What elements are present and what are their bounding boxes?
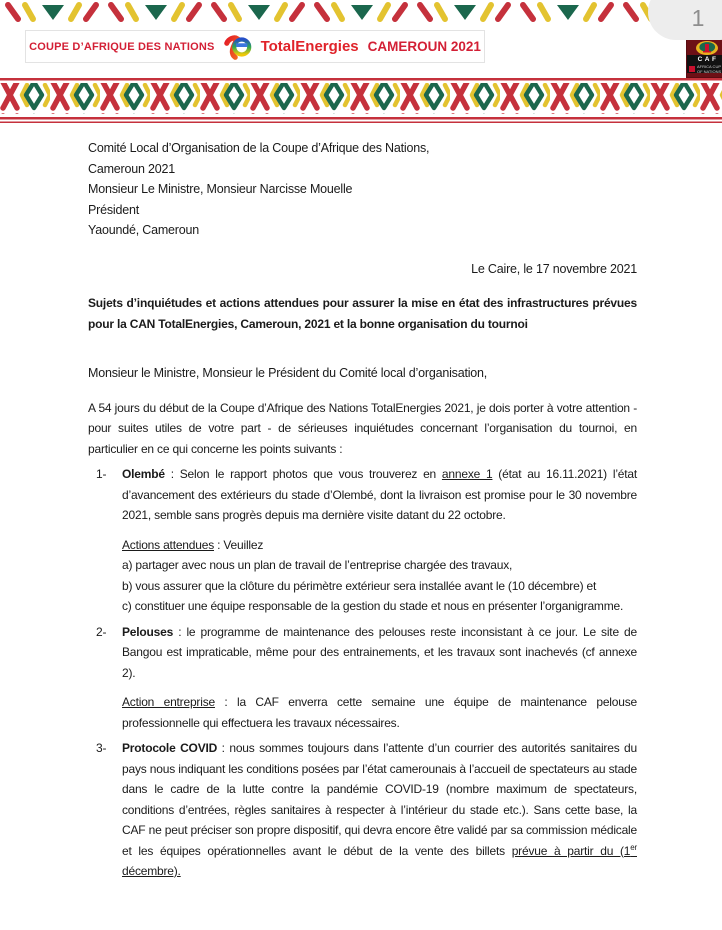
actions-block: Action entreprise : la CAF enverra cette semaine une équipe de maintenance pelouse professionnelle qui effectuera les travaux nécessaires.: [122, 695, 637, 730]
item-title: Olembé: [122, 467, 165, 481]
item-title: Protocole COVID: [122, 741, 218, 755]
recipient-line: Comité Local d’Organisation de la Coupe d’Afrique des Nations,: [88, 141, 430, 155]
item-paragraph: Protocole COVID : nous sommes toujours dans l’attente d’un courrier des autorités sanitaires du pays nous indiquant les conditions posées par l’état camerounais à l’accueil de spectateurs au stade dans le cadre de la lutte contre la pandémie COVID-19 (nombre maximum de spectateurs, conditions d’entrées, règles sanitaires à respecter à l’intérieur du stade etc.). Sans cette base, la CAF ne peut préciser son propre dispositif, qui devra encore être validé par sa commission médicale et les équipes opérationnelles avant le début de la vente des billets prévue à partir du (1er décembre).: [122, 741, 638, 878]
salutation: Monsieur le Ministre, Monsieur le Président du Comité local d’organisation,: [88, 366, 488, 380]
intro-paragraph: A 54 jours du début de la Coupe d’Afrique des Nations TotalEnergies 2021, je dois porter à votre attention - pour suites utiles de votre part - de sérieuses inquiétudes concernant l’organisation du tournoi, en particulier en ce qui concerne les points suivants :: [88, 400, 637, 456]
actions-block: Actions attendues : Veuillez a) partager avec nous un plan de travail de l’entreprise chargée des travaux, b) vous assurer que la clôture du périmètre extérieur sera installée avant le (10 décembre) et c) constituer une équipe responsable de la gestion du stade et nous en présenter l’organigramme.: [122, 537, 624, 613]
annex-reference: annexe 1: [441, 467, 493, 481]
caf-logo-subtext: AFRICA CUP OF NATIONS: [687, 64, 722, 73]
caf-logo-text: CAF: [687, 55, 722, 64]
list-item-protocole-covid: [88, 738, 637, 882]
recipient-line: Monsieur Le Ministre, Monsieur Narcisse Mouelle: [88, 182, 353, 196]
action-label: Action entreprise: [122, 695, 215, 709]
recipient-line: Cameroun 2021: [88, 161, 176, 176]
subject-line: Sujets d’inquiétudes et actions attendues pour assurer la mise en état des infrastructures prévues pour la CAN TotalEnergies, Cameroun, 2021 et la bonne organisation du tournoi: [88, 296, 637, 331]
action-line-a: a) partager avec nous un plan de travail de l’entreprise chargée des travaux,: [122, 558, 513, 572]
totalenergies-logo-icon: [224, 34, 252, 60]
item-title: Pelouses: [122, 624, 174, 639]
sponsor-wordmark: TotalEnergies: [260, 38, 359, 55]
competition-name: COUPE D’AFRIQUE DES NATIONS: [29, 40, 215, 53]
letter-body: [88, 138, 637, 882]
competition-banner: [25, 30, 485, 63]
caf-logo-art-icon: [689, 40, 722, 55]
recipient-block: [88, 138, 637, 241]
item-number: 2-: [96, 624, 107, 639]
item-paragraph: Olembé : Selon le rapport photos que vous trouverez en annexe 1 (état au 16.11.2021) l’état d’avancement des extérieurs du stade d’Olembé, dont la livraison est promise pour le 30 novembre 2021, semble sans progrès depuis ma dernière visite datant du 22 octobre.: [122, 467, 637, 522]
item-number: 3-: [96, 741, 107, 755]
decorative-band-top-pattern: [0, 0, 722, 24]
recipient-line: Président: [88, 202, 140, 217]
decorative-band-diamond-pattern: [0, 77, 722, 123]
caf-logo: [686, 38, 722, 78]
list-item-pelouses: [88, 622, 637, 734]
page-number-badge: [648, 0, 722, 40]
list-item-olembe: [88, 464, 637, 617]
action-line-c: c) constituer une équipe responsable de la gestion du stade et nous en présenter l’organigramme.: [122, 599, 624, 613]
host-country-year: CAMEROUN 2021: [367, 39, 481, 54]
action-label: Actions attendues: [122, 537, 214, 552]
action-line-b: b) vous assurer que la clôture du périmètre extérieur sera installée avant le (10 décembre) et: [122, 578, 597, 593]
underlined-date-phrase: prévue à partir du (1er décembre).: [122, 842, 637, 878]
item-paragraph: Pelouses : le programme de maintenance des pelouses reste inconsistant à ce jour. Le site de Bangou est impraticable, même pour des entrainements, et les travaux sont inachevés (cf annexe 2).: [122, 624, 637, 680]
dateline: Le Caire, le 17 novembre 2021: [471, 261, 637, 276]
item-number: 1-: [96, 467, 107, 481]
recipient-line: Yaoundé, Cameroun: [88, 223, 200, 237]
page-number: 1: [691, 4, 705, 31]
